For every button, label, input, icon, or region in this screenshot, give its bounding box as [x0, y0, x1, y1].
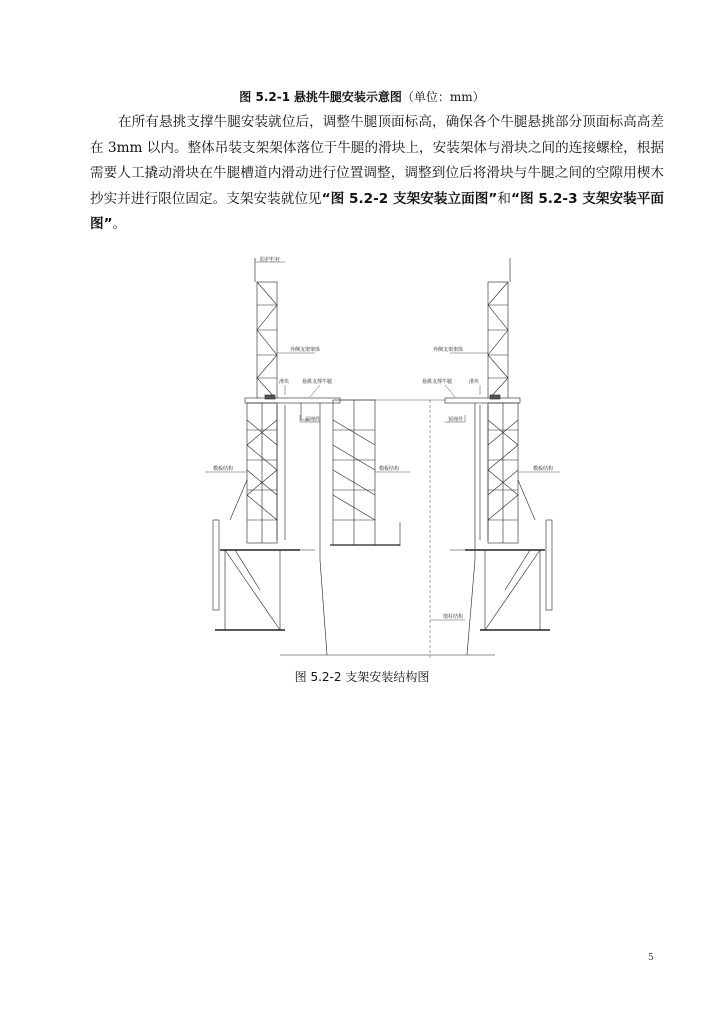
label-left-upper-frame: 外侧支架架体 — [290, 347, 321, 353]
page-number: 5 — [648, 953, 654, 963]
figure-title: 悬挑牛腿安装示意图 — [293, 90, 402, 104]
label-pier-structure: 墩柱结构 — [443, 614, 464, 620]
label-embedded-left: 预埋件 — [305, 417, 321, 423]
label-embedded-right: 预埋件 — [448, 417, 464, 423]
label-right-upper-frame: 外侧支架架体 — [433, 347, 464, 353]
left-scaffold — [213, 403, 300, 630]
support-installation-drawing — [205, 250, 560, 660]
figure-reference-5-2-3: “图 5.2-3 支架安装平面图” — [90, 190, 665, 233]
right-upper-frame — [488, 282, 508, 400]
center-scaffold — [330, 400, 400, 546]
label-formwork-left: 模板结构 — [213, 466, 234, 472]
drawing-labels — [213, 256, 553, 620]
figure-5-2-1-caption — [0, 88, 724, 105]
figure-reference-5-2-2: “图 5.2-2 支架安装立面图” — [321, 190, 498, 207]
right-scaffold — [465, 403, 552, 630]
figure-number: 图 5.2-1 — [239, 90, 291, 104]
paragraph-text-2: 和 — [497, 190, 511, 207]
label-formwork-center: 模板结构 — [379, 466, 400, 472]
label-bracket-left: 悬挑支撑牛腿 — [302, 379, 333, 385]
figure-unit: （单位：mm） — [401, 90, 485, 104]
left-upper-frame — [257, 282, 277, 400]
label-formwork-right: 模板结构 — [533, 466, 554, 472]
label-guardrail: 防护栏杆 — [260, 257, 281, 263]
paragraph-text-1: 在所有悬挑支撑牛腿安装就位后，调整牛腿顶面标高，确保各个牛腿悬挑部分顶面标高高差在 3mm 以内。整体吊装支架架体落位于牛腿的滑块上，安装架体与滑块之间的连接螺栓，根据需要人工撬动滑块在牛腿槽道内滑动进行位置调整，调整到位后将滑块与牛腿之间的空隙用楔木抄实并进行限位固定。支架安装就位见 — [90, 114, 664, 207]
label-bracket-right: 悬挑支撑牛腿 — [422, 379, 453, 385]
body-paragraph — [90, 110, 664, 238]
label-slider-right: 滑块 — [469, 379, 480, 385]
label-slider-left: 滑块 — [279, 379, 290, 385]
paragraph-text-3: 。 — [112, 216, 127, 233]
figure-5-2-2-caption: 图 5.2-2 支架安装结构图 — [294, 670, 430, 684]
